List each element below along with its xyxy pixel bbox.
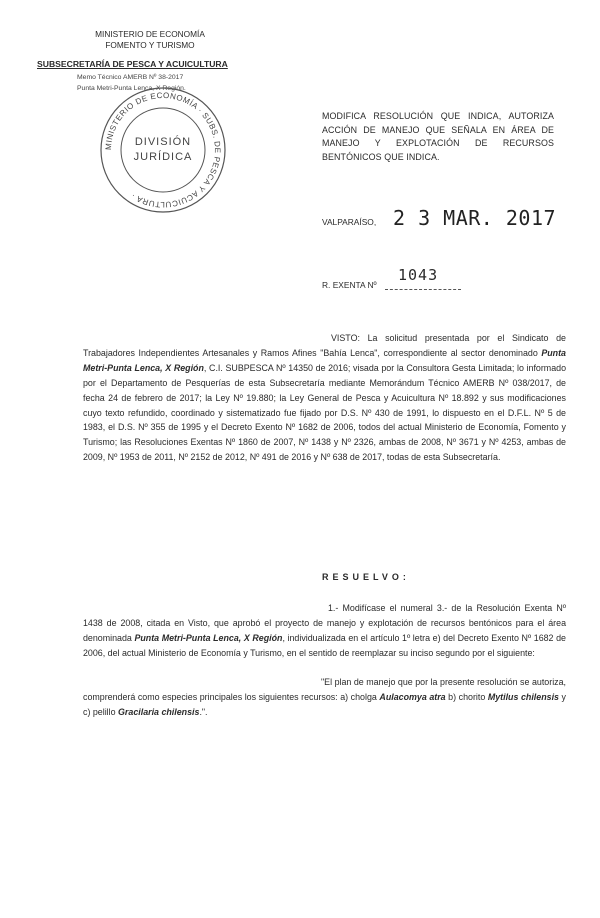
- visto-paragraph: [83, 331, 566, 465]
- stamp-line-2: JURÍDICA: [133, 151, 193, 163]
- resolution-number-line: [385, 289, 461, 290]
- visto-text-1: La solicitud presentada por el Sindicato de Trabajadores Independientes Artesanales y Ramos Afines "Bahía Lenca", correspondiente al sector denominado: [83, 333, 566, 358]
- resolution-number: 1043: [398, 266, 439, 284]
- resuelvo-article-1: [83, 601, 566, 661]
- article-1-sector: Punta Metri-Punta Lenca, X Región: [134, 632, 283, 643]
- ministry-line-1: MINISTERIO DE ECONOMÍA: [95, 29, 205, 39]
- article-1-quote: [83, 675, 566, 720]
- species-1: Aulacomya atra: [379, 691, 446, 702]
- article-1-text-1: 1.- Modifícase el numeral 3.- de la Resolución Exenta Nº 1438 de 2008, citada en Visto, que aprobó el proyecto de manejo y explotación de recursos bentónicos para el área denominada: [83, 603, 566, 643]
- ministry-line-2: FOMENTO Y TURISMO: [105, 40, 195, 50]
- visto-sector-name: Punta Metri-Punta Lenca, X Región: [83, 347, 566, 373]
- resuelvo-heading: RESUELVO:: [322, 572, 410, 582]
- visto-lead: VISTO:: [331, 333, 360, 343]
- visto-text-2: , C.I. SUBPESCA Nº 14350 de 2016; visada por la Consultora Gesta Limitada; lo informado por el Departamento de Pesquerías de esta Subsecretaría mediante Memorándum Técnico AMERB Nº 038/2017, de fecha 24 de febrero de 2017; la Ley Nº 19.880; la Ley General de Pesca y Acuicultura Nº 18.892 y sus modificaciones cuyo texto refundido, coordinado y sistematizado fue fijado por D.S. Nº 430 de 1991, lo dispuesto en el D.F.L. Nº 5 de 1983, el D.S. Nº 355 de 1995 y el Decreto Exento Nº 1682 de 2006, todos del actual Ministerio de Economía, Fomento y Turismo; las Resoluciones Exentas Nº 1860 de 2007, Nº 1438 y Nº 2326, ambas de 2008, Nº 3671 y Nº 4253, ambas de 2009, Nº 1953 de 2011, Nº 2152 de 2012, Nº 491 de 2016 y Nº 638 de 2017, todas de esta Subsecretaría.: [83, 362, 567, 463]
- quote-text-1: "El plan de manejo que por la presente resolución se autoriza, comprenderá como especies principales los siguientes recursos: a) cholga: [83, 677, 566, 702]
- resolution-date: 2 3 MAR. 2017: [393, 206, 557, 230]
- article-1-text-2: , individualizada en el artículo 1º letra e) del Decreto Exento Nº 1682 de 2006, del actual Ministerio de Economía y Turismo, en el sentido de reemplazar su inciso segundo por el siguiente:: [83, 632, 566, 658]
- svg-text:MINISTERIO DE ECONOMÍA · SUBS.: [104, 91, 222, 209]
- stamp-line-1: DIVISIÓN: [134, 136, 192, 148]
- resolution-label: R. EXENTA Nº: [322, 280, 377, 290]
- species-2: Mytilus chilensis: [487, 691, 559, 702]
- place: VALPARAÍSO,: [322, 217, 377, 227]
- species-3: Gracilaria chilensis: [118, 706, 200, 717]
- ministry-header: [90, 29, 210, 51]
- stamp-ring-text: MINISTERIO DE ECONOMÍA · SUBS. DE PESCA Y ACUICULTURA ·: [103, 90, 223, 210]
- resolution-title: MODIFICA RESOLUCIÓN QUE INDICA, AUTORIZA ACCIÓN DE MANEJO QUE SEÑALA EN ÁREA DE MANEJO Y EXPLOTACIÓN DE RECURSOS BENTÓNICOS QUE INDICA.: [322, 111, 554, 162]
- division-juridica-stamp: [96, 83, 230, 217]
- subsecretaria-header: SUBSECRETARÍA DE PESCA Y ACUICULTURA: [37, 59, 228, 69]
- quote-text-2: b) chorito: [445, 691, 488, 702]
- memo-reference: Memo Técnico AMERB Nº 38-2017: [77, 74, 184, 81]
- location-reference: Punta Metri-Punta Lenca, X Región.: [77, 85, 186, 92]
- quote-text-4: .".: [199, 706, 208, 717]
- quote-text-3: y c) pelillo: [83, 691, 566, 717]
